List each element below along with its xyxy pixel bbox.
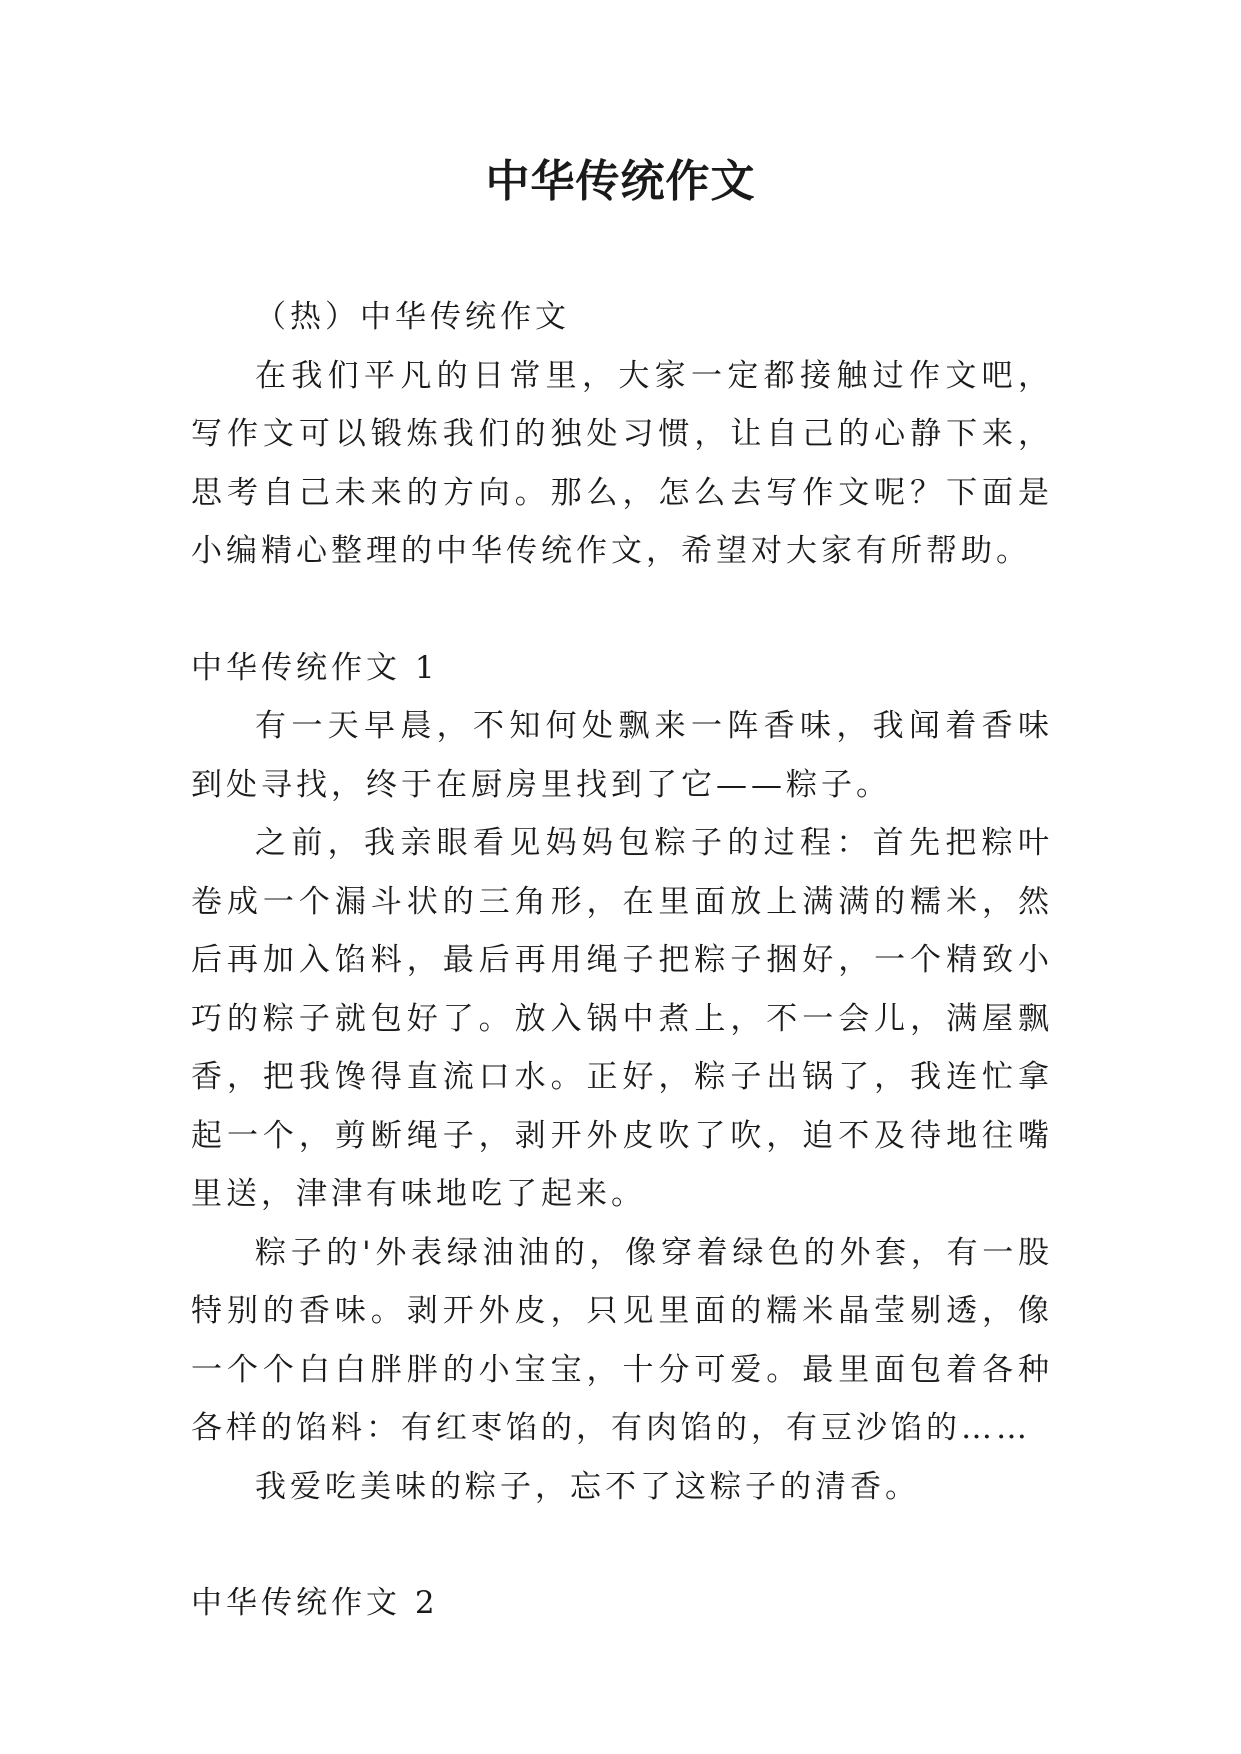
essay-1-paragraph-4: 我爱吃美味的粽子，忘不了这粽子的清香。	[255, 1468, 920, 1505]
document-subtitle: （热）中华传统作文	[255, 299, 570, 335]
document-body	[191, 288, 1053, 1633]
intro-paragraph: 在我们平凡的日常里，大家一定都接触过作文吧，写作文可以锻炼我们的独处习惯，让自己的心静下来，思考自己未来的方向。那么，怎么去写作文呢？下面是小编精心整理的中华传统作文，希望对大家有所帮助。	[191, 357, 1053, 569]
essay-1-paragraph-3: 粽子的'外表绿油油的，像穿着绿色的外套，有一股特别的香味。剥开外皮，只见里面的糯米晶莹剔透，像一个个白白胖胖的小宝宝，十分可爱。最里面包着各种各样的馅料：有红枣馅的，有肉馅的，有豆沙馅的……	[191, 1234, 1053, 1446]
essay-1-heading: 中华传统作文 1	[191, 649, 439, 686]
essay-2-heading: 中华传统作文 2	[191, 1585, 439, 1621]
section-spacer	[191, 581, 1053, 639]
document-title: 中华传统作文	[485, 156, 756, 207]
section-spacer	[191, 1516, 1053, 1574]
essay-1-paragraph-1: 有一天早晨，不知何处飘来一阵香味，我闻着香味到处寻找，终于在厨房里找到了它——粽子。	[191, 708, 1053, 803]
essay-1-paragraph-2: 之前，我亲眼看见妈妈包粽子的过程：首先把粽叶卷成一个漏斗状的三角形，在里面放上满满的糯米，然后再加入馅料，最后再用绳子把粽子捆好，一个精致小巧的粽子就包好了。放入锅中煮上，不一会儿，满屋飘香，把我馋得直流口水。正好，粽子出锅了，我连忙拿起一个，剪断绳子，剥开外皮吹了吹，迫不及待地往嘴里送，津津有味地吃了起来。	[191, 825, 1053, 1212]
